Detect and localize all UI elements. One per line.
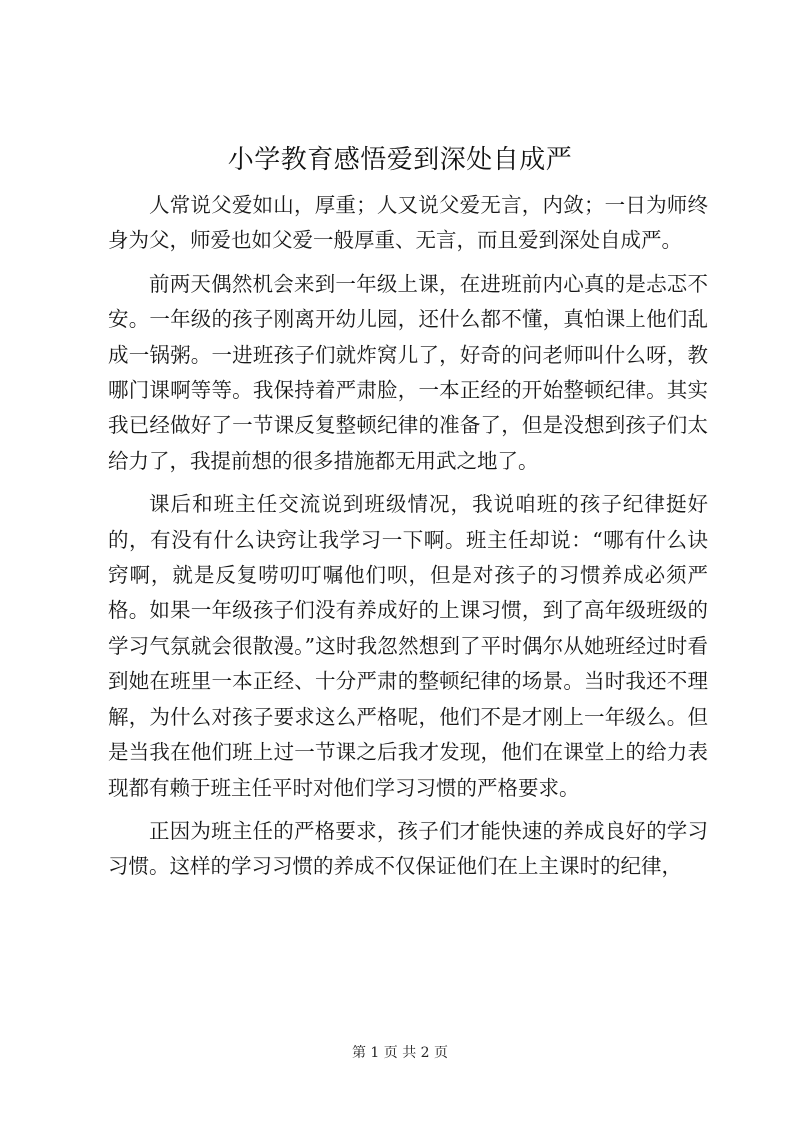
page-number-footer: 第 1 页 共 2 页 (351, 1045, 449, 1061)
document-title: 小学教育感悟爱到深处自成严 (227, 145, 573, 175)
paragraph-2: 前两天偶然机会来到一年级上课，在进班前内心真的是忐忑不安。一年级的孩子刚离开幼儿园，还什么都不懂，真怕课上他们乱成一锅粥。一进班孩子们就炸窝儿了，好奇的问老师叫什么呀，教哪门课啊等等。我保持着严肃脸，一本正经的开始整顿纪律。其实我已经做好了一节课反复整顿纪律的准备了，但是没想到孩子们太给力了，我提前想的很多措施都无用武之地了。 (108, 271, 708, 473)
paragraph-3: 课后和班主任交流说到班级情况，我说咱班的孩子纪律挺好的，有没有什么诀窍让我学习一下啊。班主任却说：“哪有什么诀窍啊，就是反复唠叨叮嘱他们呗，但是对孩子的习惯养成必须严格。如果一年级孩子们没有养成好的上课习惯，到了高年级班级的学习气氛就会很散漫。”这时我忽然想到了平时偶尔从她班经过时看到她在班里一本正经、十分严肃的整顿纪律的场景。当时我还不理解，为什么对孩子要求这么严格呢，他们不是才刚上一年级么。但是当我在他们班上过一节课之后我才发现，他们在课堂上的给力表现都有赖于班主任平时对他们学习习惯的严格要求。 (108, 492, 708, 800)
document-body (108, 188, 708, 893)
paragraph-1: 人常说父爱如山，厚重；人又说父爱无言，内敛；一日为师终身为父，师爱也如父爱一般厚重、无言，而且爱到深处自成严。 (108, 193, 708, 253)
paragraph-4: 正因为班主任的严格要求，孩子们才能快速的养成良好的学习习惯。这样的学习习惯的养成不仅保证他们在上主课时的纪律， (108, 818, 708, 879)
